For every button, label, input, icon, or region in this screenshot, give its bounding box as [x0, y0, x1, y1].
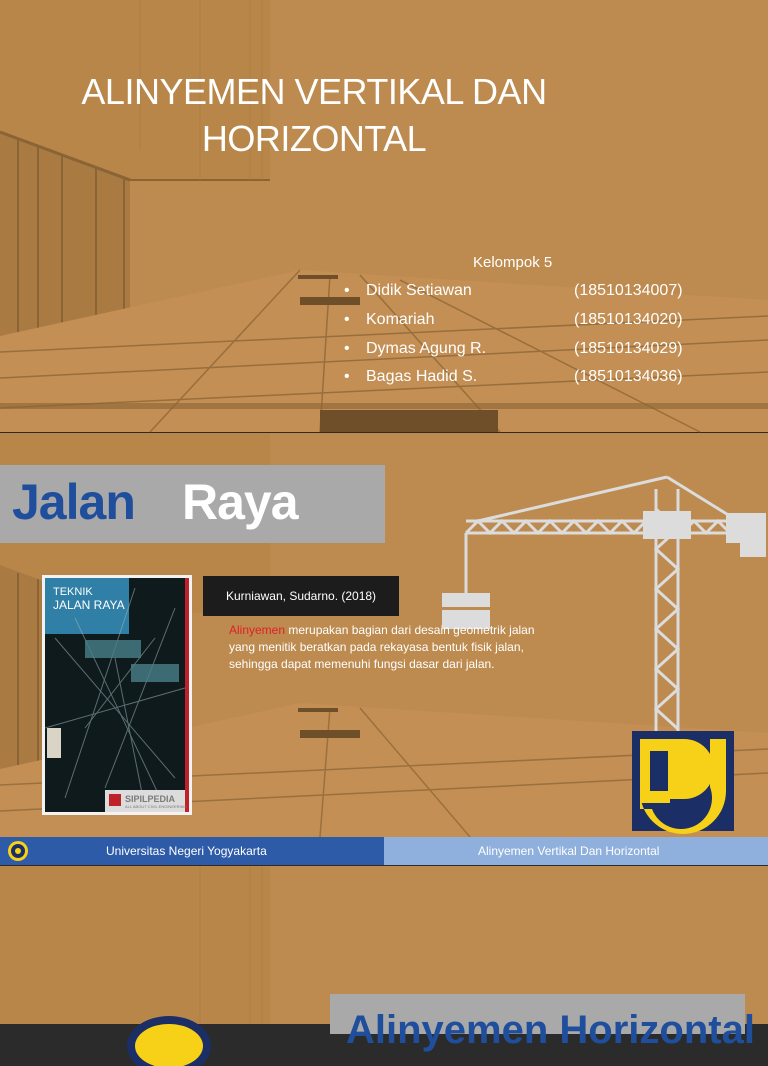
definition-text: [229, 622, 549, 673]
uny-logo-icon: [7, 840, 29, 862]
pu-logo-icon: [632, 731, 734, 831]
book-cover-image: [42, 575, 192, 815]
jalan-raya-banner: [0, 465, 385, 543]
book-title-line2: JALAN RAYA: [53, 598, 125, 612]
book-cover-art: [45, 578, 189, 812]
bullet: •: [344, 311, 350, 328]
member-nim: (18510134029): [574, 340, 683, 357]
banner-word-jalan: Jalan: [12, 474, 135, 530]
definition-keyword: Alinyemen: [229, 623, 286, 637]
member-name: Didik Setiawan: [366, 282, 472, 299]
slide-alinyemen-horizontal: [0, 866, 768, 1052]
footer-topic: [384, 837, 768, 865]
footer-topic-title: Alinyemen Vertikal Dan Horizontal: [478, 844, 660, 858]
member-name: Komariah: [366, 311, 435, 328]
member-name: Bagas Hadid S.: [366, 368, 478, 385]
book-brand-tagline: ALL ABOUT CIVIL ENGINEERING: [125, 804, 187, 809]
crane-icon: [438, 469, 768, 739]
footer-university-name: Universitas Negeri Yogyakarta: [106, 844, 267, 858]
slide-jalan-raya: [0, 433, 768, 865]
presentation-title: ALINYEMEN VERTIKAL DAN HORIZONTAL: [81, 71, 547, 159]
bullet: •: [344, 282, 350, 299]
bullet: •: [344, 340, 350, 357]
bullet: •: [344, 368, 350, 385]
definition-body: merupakan bagian dari desain geometrik jalan yang menitik beratkan pada rekayasa bentuk fisik jalan, sehingga dapat memenuhi fungsi dasar dari jalan.: [229, 623, 535, 671]
member-nim: (18510134036): [574, 368, 683, 385]
member-name: Dymas Agung R.: [366, 340, 487, 357]
book-title-line1: TEKNIK: [53, 586, 93, 598]
footer-university: [0, 837, 384, 865]
slide-title: [0, 0, 768, 432]
book-brand: SIPILPEDIA: [125, 794, 176, 804]
member-nim: (18510134007): [574, 282, 683, 299]
member-nim: (18510134020): [574, 311, 683, 328]
banner-word-raya: Raya: [182, 474, 298, 530]
uny-logo-icon: [124, 1006, 214, 1066]
section-title: Alinyemen Horizontal: [346, 1008, 755, 1052]
group-label: Kelompok 5: [473, 254, 553, 271]
citation-box: Kurniawan, Sudarno. (2018): [203, 576, 399, 616]
